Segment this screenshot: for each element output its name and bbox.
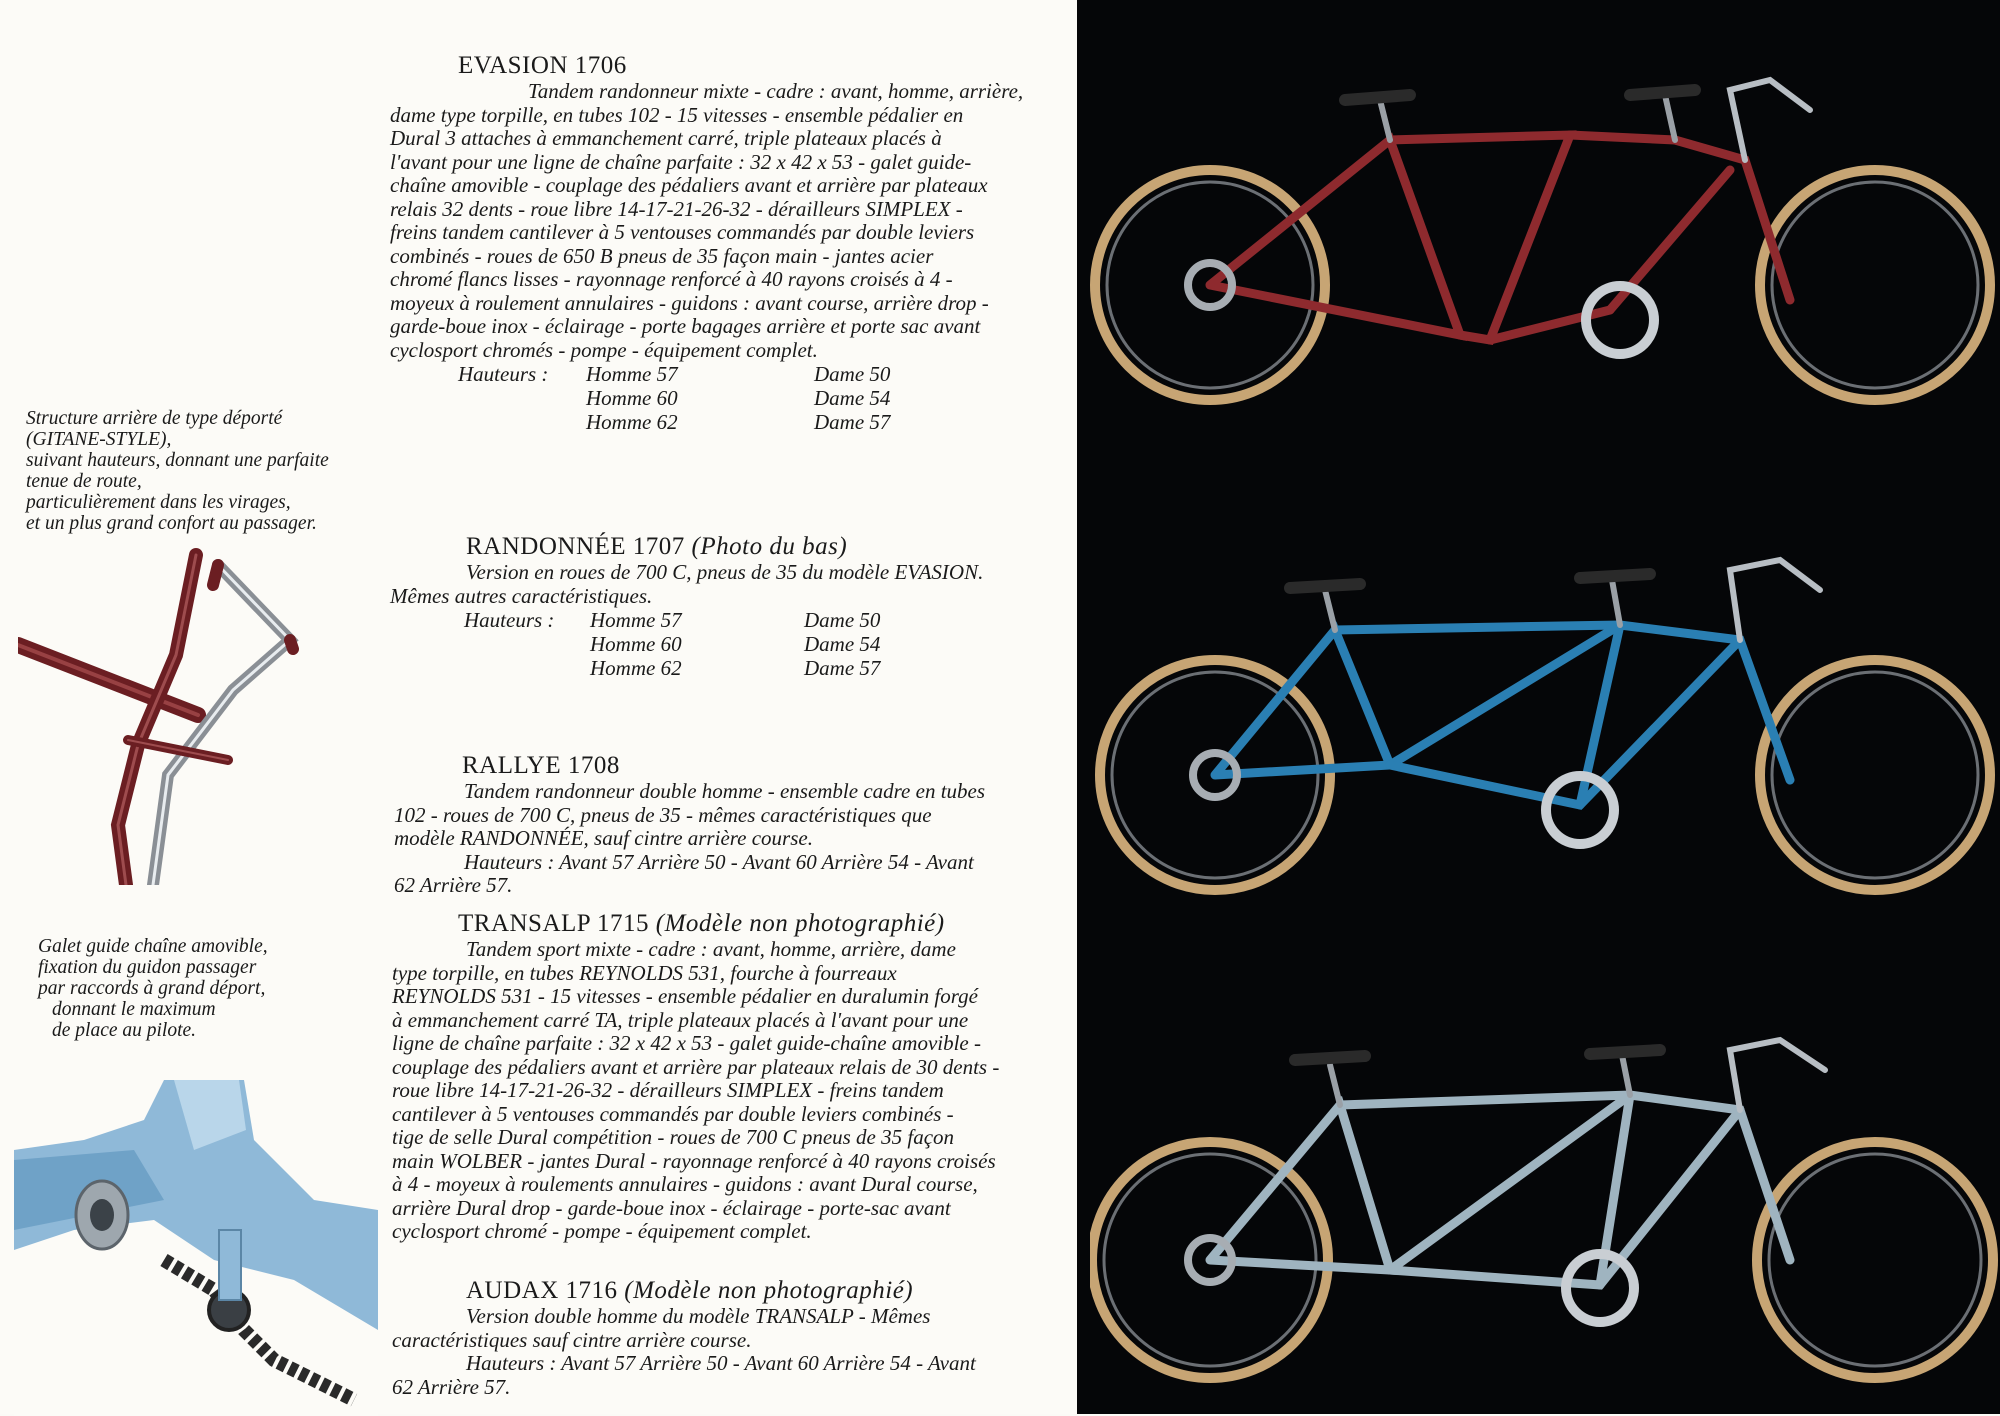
transalp-line: main WOLBER - jantes Dural - rayonnage renforcé à 40 rayons croisés: [392, 1148, 996, 1173]
audax-note: (Modèle non photographié): [624, 1277, 914, 1304]
audax-line: Version double homme du modèle TRANSALP - Mêmes: [466, 1304, 931, 1328]
transalp-line: couplage des pédaliers avant et arrière par plateaux relais de 30 dents -: [392, 1054, 1000, 1079]
transalp-section: [392, 910, 1078, 1244]
size-dame: Dame 50: [804, 608, 881, 632]
evasion-line: chaîne amovible - couplage des pédaliers avant et arrière par plateaux: [390, 173, 988, 197]
rallye-description: [394, 779, 1072, 898]
rallye-line: Hauteurs : Avant 57 Arrière 50 - Avant 60 Arrière 54 - Avant: [464, 849, 974, 874]
front-saddle-icon: [1590, 1050, 1660, 1054]
caption-line: (GITANE-STYLE),: [26, 429, 172, 450]
evasion-line: relais 32 dents - roue libre 14-17-21-26-32 - dérailleurs SIMPLEX -: [390, 196, 963, 221]
evasion-sizes: [458, 362, 1078, 434]
size-homme: Homme 62: [590, 656, 682, 680]
rallye-line: 102 - roues de 700 C, pneus de 35 - mêmes caractéristiques que: [394, 802, 932, 827]
evasion-line: moyeux à roulement annulaires - guidons : avant course, arrière drop -: [390, 290, 989, 315]
transalp-line: cantilever à 5 ventouses commandés par double leviers combinés -: [392, 1101, 954, 1126]
rallye-section: [394, 752, 1072, 898]
evasion-title: EVASION 1706: [458, 52, 627, 79]
transalp-line: REYNOLDS 531 - 15 vitesses - ensemble pédalier en duralumin forgé: [392, 984, 978, 1008]
randonnee-description: [390, 560, 1076, 608]
evasion-line: freins tandem cantilever à 5 ventouses commandés par double leviers: [390, 220, 975, 244]
caption-line: Galet guide chaîne amovible,: [38, 936, 268, 957]
front-wheel-icon: [1760, 660, 1990, 890]
evasion-line: Dural 3 attaches à emmanchement carré, triple plateaux placés à: [390, 126, 942, 150]
transalp-line: Tandem sport mixte - cadre : avant, homme, arrière, dame: [466, 937, 956, 961]
caption-line: et un plus grand confort au passager.: [26, 513, 317, 534]
audax-title-text: AUDAX 1716: [466, 1277, 618, 1304]
caption-line: Structure arrière de type déporté: [26, 408, 283, 429]
bike-photo-randonnee-blue: [1090, 540, 2000, 920]
rallye-line: Tandem randonneur double homme - ensemble cadre en tubes: [464, 779, 986, 803]
size-homme: Homme 57: [590, 608, 682, 632]
frame-tube-chrome: [153, 565, 290, 885]
evasion-line: combinés - roues de 650 B pneus de 35 façon main - jantes acier: [390, 243, 934, 268]
rear-saddle-icon: [1290, 584, 1360, 588]
transalp-line: cyclosport chromé - pompe - équipement complet.: [392, 1219, 812, 1243]
caption-line: par raccords à grand déport,: [38, 978, 266, 999]
transalp-description: [392, 937, 1078, 1244]
transalp-line: tige de selle Dural compétition - roues de 700 C pneus de 35 façon: [392, 1125, 955, 1149]
sizes-label: Hauteurs :: [458, 362, 549, 386]
rallye-title: RALLYE 1708: [462, 752, 620, 779]
transalp-line: type torpille, en tubes REYNOLDS 531, fourche à fourreaux: [392, 960, 897, 985]
handlebar-icon: [1730, 560, 1820, 640]
sizes-label: Hauteurs :: [464, 608, 555, 632]
bike-photo-rallye-silver: [1090, 1030, 2000, 1400]
evasion-line: cyclosport chromés - pompe - équipement complet.: [390, 337, 818, 362]
size-dame: Dame 57: [804, 656, 881, 680]
rallye-line: 62 Arrière 57.: [394, 873, 513, 897]
frame-detail-photo: [18, 545, 328, 885]
size-dame: Dame 54: [804, 632, 881, 656]
transalp-note: (Modèle non photographié): [655, 910, 945, 937]
audax-description: [392, 1304, 1076, 1399]
transalp-line: arrière Dural drop - garde-boue inox - éclairage - porte-sac avant: [392, 1195, 951, 1220]
randonnee-title-text: RANDONNÉE 1707: [466, 533, 685, 560]
size-dame: Dame 57: [814, 410, 891, 434]
audax-title: [466, 1277, 1076, 1305]
transalp-line: roue libre 14-17-21-26-32 - dérailleurs SIMPLEX - freins tandem: [392, 1078, 944, 1102]
size-dame: Dame 54: [814, 386, 891, 410]
audax-section: [392, 1277, 1076, 1399]
bike-photo-evasion-red: [1090, 40, 2000, 420]
evasion-line: Tandem randonneur mixte - cadre : avant, homme, arrière,: [528, 79, 1024, 103]
chain-guide-detail-photo: [14, 1080, 378, 1416]
handlebar-icon: [1730, 80, 1810, 160]
caption-galet: [38, 936, 338, 1041]
caption-line: tenue de route,: [26, 471, 142, 492]
audax-line: Hauteurs : Avant 57 Arrière 50 - Avant 60 Arrière 54 - Avant: [466, 1351, 976, 1375]
handlebar-icon: [1730, 1040, 1825, 1110]
randonnee-section: [390, 533, 1076, 680]
front-saddle-icon: [1580, 574, 1650, 578]
caption-line: particulièrement dans les virages,: [26, 492, 291, 513]
transalp-line: à emmanchement carré TA, triple plateaux placés à l'avant pour une: [392, 1007, 969, 1032]
evasion-line: l'avant pour une ligne de chaîne parfaite : 32 x 42 x 53 - galet guide-: [390, 149, 972, 174]
rallye-line: modèle RANDONNÉE, sauf cintre arrière course.: [394, 826, 813, 850]
front-saddle-icon: [1630, 90, 1695, 95]
evasion-line: chromé flancs lisses - rayonnage renforcé à 40 rayons croisés à 4 -: [390, 267, 953, 291]
size-homme: Homme 60: [590, 632, 682, 656]
randonnee-sizes: [466, 608, 1076, 680]
caption-line: de place au pilote.: [52, 1020, 197, 1041]
size-homme: Homme 62: [586, 410, 678, 434]
audax-line: 62 Arrière 57.: [392, 1374, 511, 1399]
caption-line: fixation du guidon passager: [38, 957, 257, 978]
size-homme: Homme 57: [586, 362, 678, 386]
rear-saddle-icon: [1345, 95, 1410, 100]
randonnee-line: Version en roues de 700 C, pneus de 35 du modèle EVASION.: [466, 560, 984, 584]
randonnee-title: [466, 533, 1076, 561]
transalp-line: à 4 - moyeux à roulements annulaires - guidons : avant Dural course,: [392, 1172, 978, 1196]
caption-line: donnant le maximum: [52, 999, 216, 1020]
evasion-section: [390, 52, 1078, 434]
evasion-line: garde-boue inox - éclairage - porte bagages arrière et porte sac avant: [390, 314, 981, 338]
transalp-title: [458, 910, 1078, 938]
evasion-description: [390, 79, 1078, 362]
transalp-title-text: TRANSALP 1715: [458, 910, 650, 937]
randonnee-line: Mêmes autres caractéristiques.: [390, 583, 653, 608]
front-wheel-icon: [1760, 170, 1990, 400]
size-homme: Homme 60: [586, 386, 678, 410]
randonnee-note: (Photo du bas): [691, 533, 848, 560]
transalp-line: ligne de chaîne parfaite : 32 x 42 x 53 - galet guide-chaîne amovible -: [392, 1031, 981, 1055]
audax-line: caractéristiques sauf cintre arrière course.: [392, 1327, 752, 1352]
rear-saddle-icon: [1295, 1056, 1365, 1060]
caption-line: suivant hauteurs, donnant une parfaite: [26, 450, 329, 471]
evasion-line: dame type torpille, en tubes 102 - 15 vitesses - ensemble pédalier en: [390, 102, 964, 127]
size-dame: Dame 50: [814, 362, 891, 386]
red-frame-rear: [1210, 140, 1460, 335]
caption-structure: [26, 408, 416, 534]
